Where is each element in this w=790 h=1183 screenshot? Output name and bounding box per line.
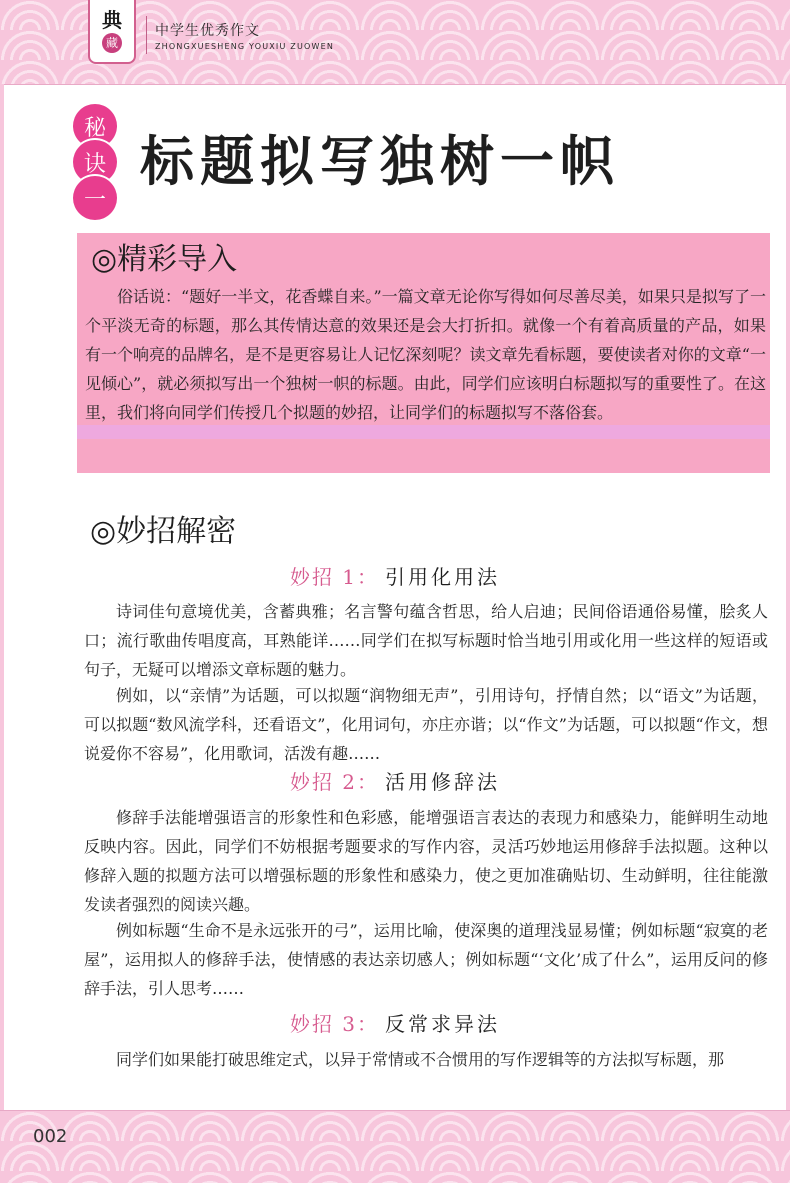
intro-paragraph: 俗话说：“题好一半文，花香蝶自来。”一篇文章无论你写得如何尽善尽美，如果只是拟写了一个平淡无奇的标题，那么其传情达意的效果还是会大打折扣。就像一个有着高质量的产品，如果有一个响亮的品牌名，是不是更容易让人记忆深刻呢？读文章先看标题，要使读者对你的文章“一见倾心”，就必须拟写出一个独树一帜的标题。由此，同学们应该明白标题拟写的重要性了。在这里，我们将向同学们传授几个拟题的妙招，让同学们的标题拟写不落俗套。 [85, 287, 766, 422]
badge-char-2: 诀 [73, 140, 117, 184]
trick-2-heading [0, 768, 790, 796]
secret-badge [64, 100, 126, 224]
right-border [786, 84, 790, 1110]
trick-1-paragraph-2: 例如，以“亲情”为话题，可以拟题“润物细无声”，引用诗句，抒情自然；以“语文”为话题，可以拟题“数风流学科，还看语文”，化用词句，亦庄亦谐；以“作文”为话题，可以拟题“作文，想说爱你不容易”，化用歌词，活泼有趣…… [84, 686, 768, 763]
trick-1-paragraph-1: 诗词佳句意境优美，含蓄典雅；名言警句蕴含哲思，给人启迪；民间俗语通俗易懂，脍炙人口；流行歌曲传唱度高，耳熟能详……同学们在拟写标题时恰当地引用或化用一些这样的短语或句子，无疑可以增添文章标题的魅力。 [84, 602, 768, 679]
series-title [155, 20, 334, 51]
section-title: 标题拟写独树一帜 [140, 129, 620, 193]
header-divider [146, 16, 147, 54]
left-border [0, 84, 4, 1110]
trick-2-paragraph-1: 修辞手法能增强语言的形象性和色彩感，能增强语言表达的表现力和感染力，能鲜明生动地反映内容。因此，同学们不妨根据考题要求的写作内容，灵活巧妙地运用修辞手法拟题。这种以修辞入题的拟题方法可以增强标题的形象性和感染力，使之更加准确贴切、生动鲜明，往往能激发读者强烈的阅读兴趣。 [84, 808, 768, 914]
trick-3-label: 妙招 3： [289, 1012, 380, 1036]
seal-top-char: 典 [102, 8, 122, 32]
footer-band [0, 1110, 790, 1183]
badge-char-1: 秘 [73, 104, 117, 148]
trick-2-paragraph-2: 例如标题“生命不是永远张开的弓”，运用比喻，使深奥的道理浅显易懂；例如标题“寂寞的老屋”，运用拟人的修辞手法，使情感的表达亲切感人；例如标题“‘文化’成了什么”，运用反问的修辞手法，引人思考…… [84, 921, 768, 998]
trick-3-name: 反常求异法 [385, 1012, 501, 1036]
trick-1-heading [0, 563, 790, 591]
collection-seal-icon [88, 0, 136, 64]
series-title-chinese: 中学生优秀作文 [155, 22, 260, 39]
badge-char-3: 一 [73, 176, 117, 220]
seal-bottom-char: 藏 [102, 33, 122, 53]
trick-2-name: 活用修辞法 [385, 770, 501, 794]
trick-3-paragraph-1: 同学们如果能打破思维定式，以异于常情或不合惯用的写作逻辑等的方法拟写标题，那 [116, 1050, 725, 1069]
running-header [88, 0, 334, 70]
trick-3-heading [0, 1010, 790, 1038]
intro-heading: ◎精彩导入 [91, 242, 238, 277]
series-title-pinyin: ZHONGXUESHENG YOUXIU ZUOWEN [155, 41, 335, 51]
secrets-heading: ◎妙招解密 [90, 514, 237, 549]
page-number: 002 [33, 1126, 68, 1147]
trick-1-name: 引用化用法 [385, 565, 501, 589]
trick-1-label: 妙招 1： [289, 565, 380, 589]
trick-2-label: 妙招 2： [289, 770, 380, 794]
